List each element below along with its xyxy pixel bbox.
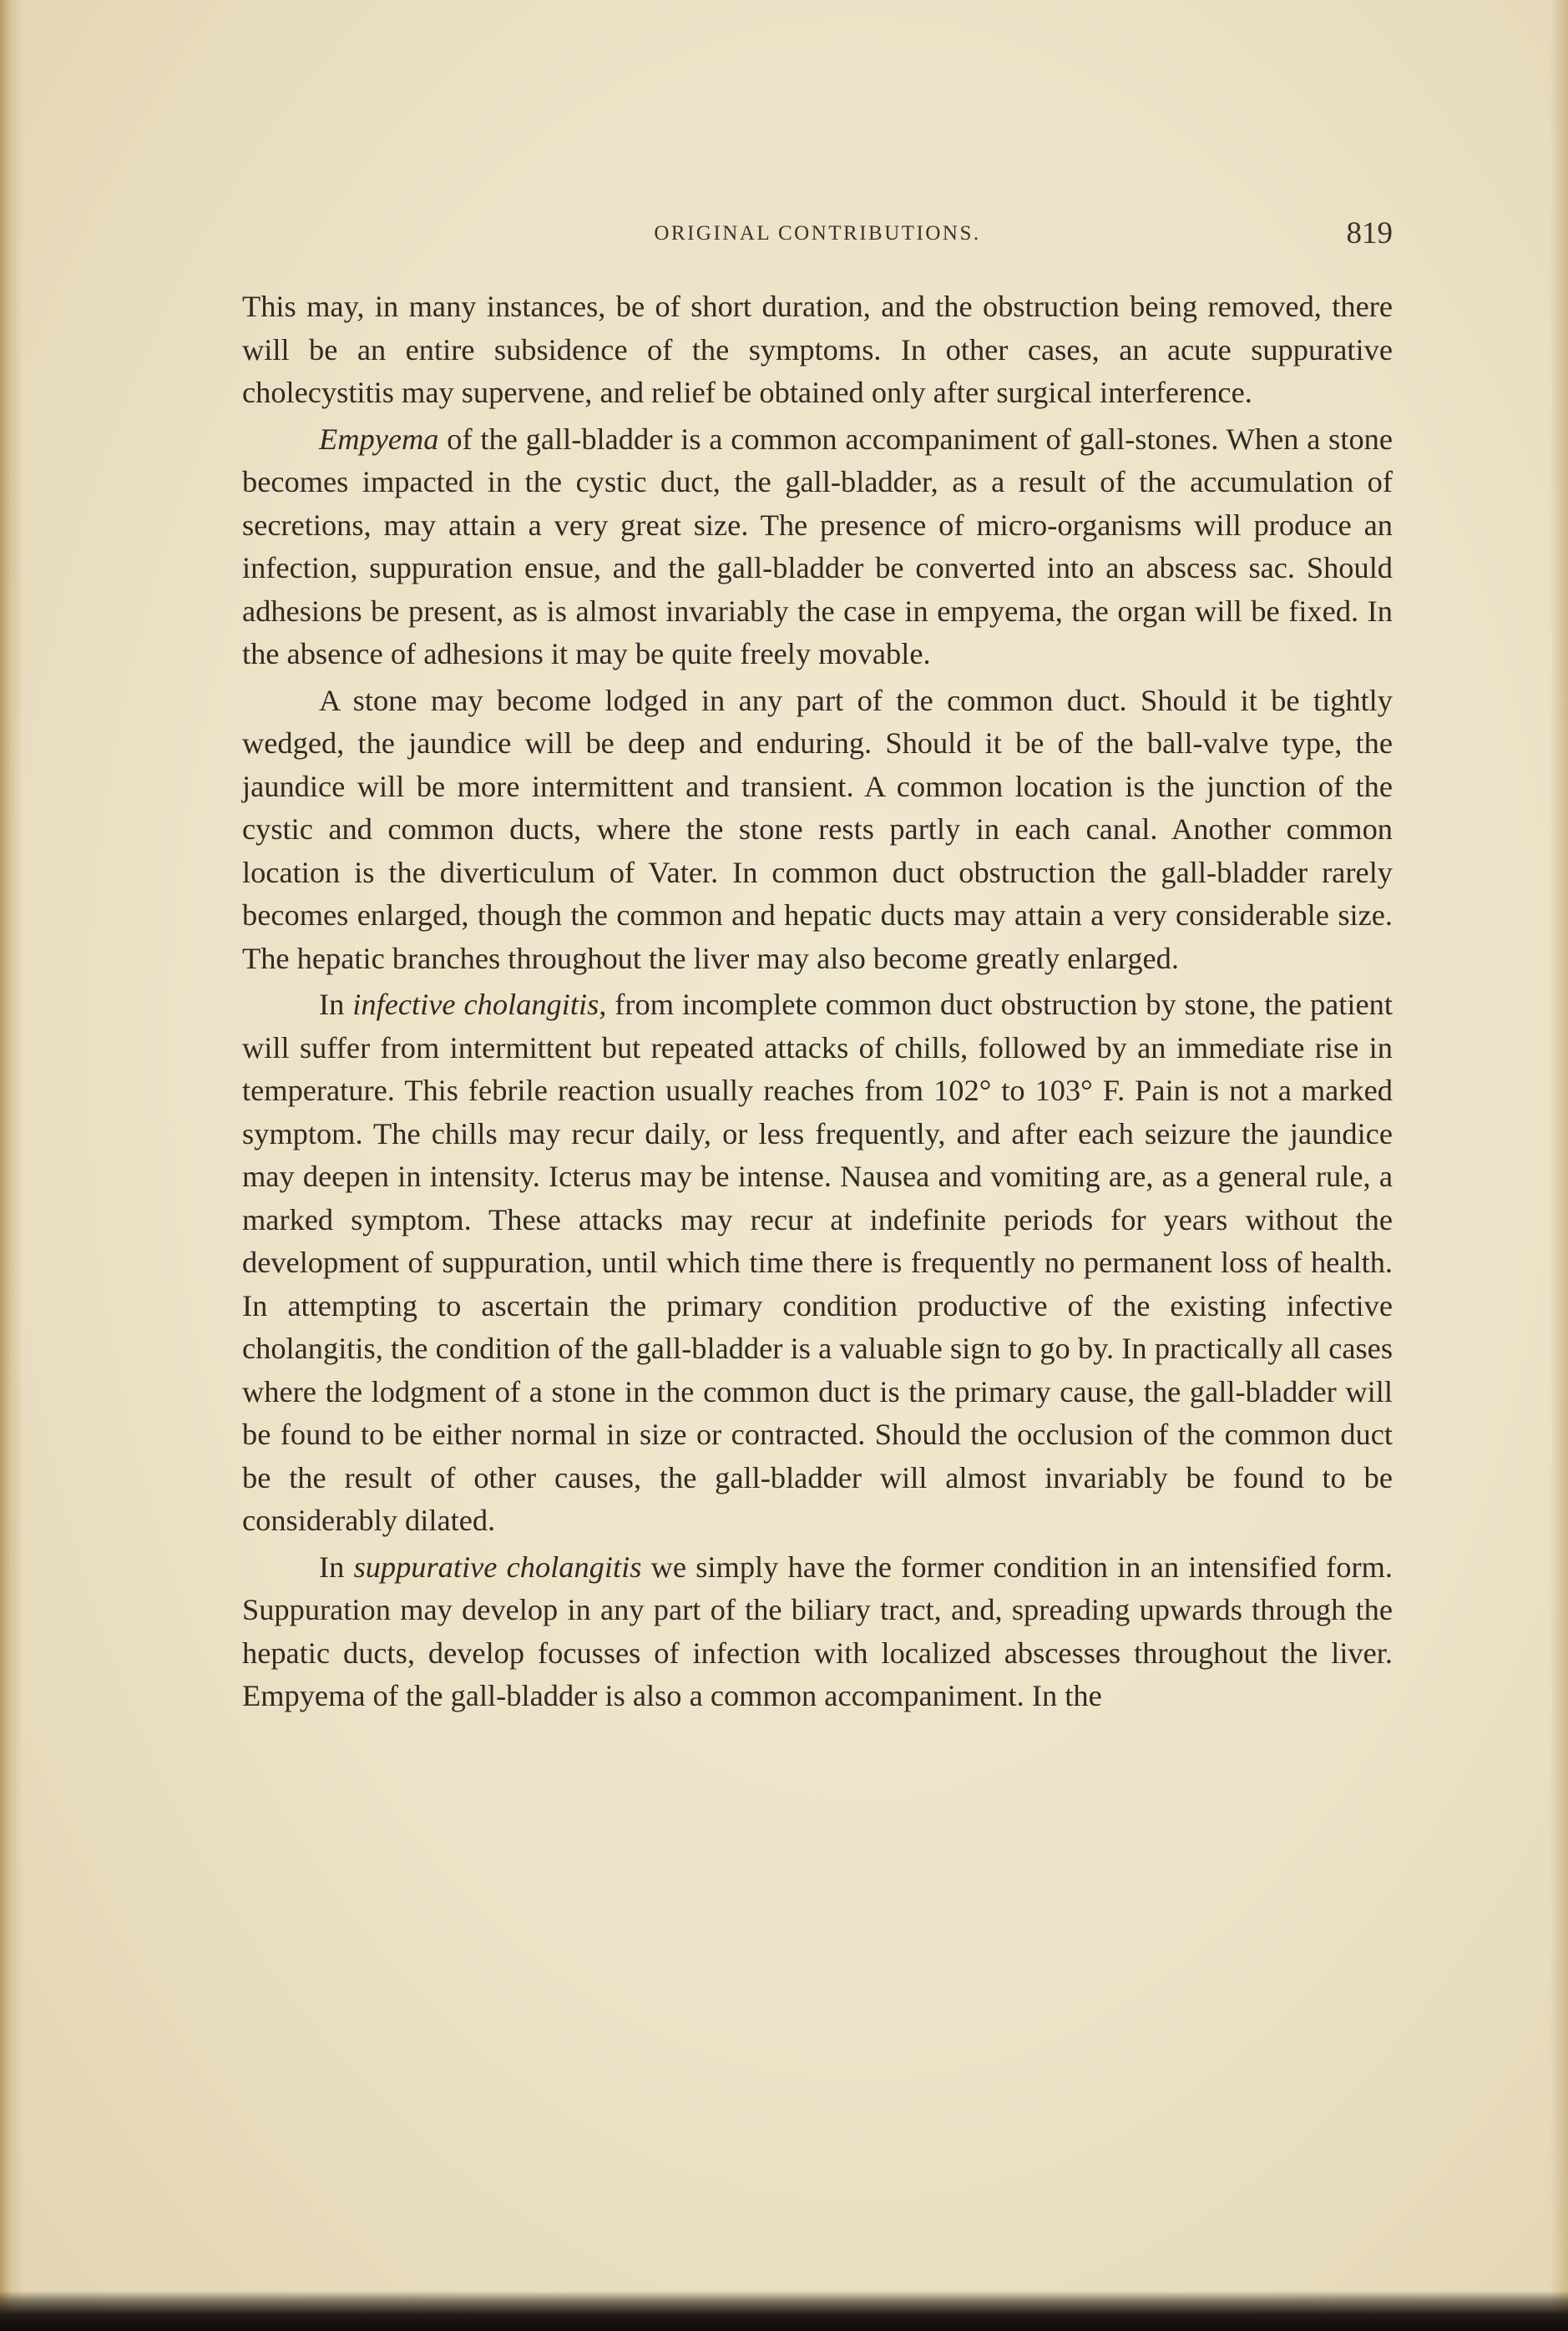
running-head	[242, 215, 1393, 255]
paragraph-4-lead: In	[319, 988, 353, 1021]
paragraph-5-lead: In	[319, 1550, 354, 1584]
page-bottom-shadow	[0, 2291, 1568, 2331]
paragraph-2-emphasis: Empyema	[319, 422, 439, 456]
page-edge-shadow	[1550, 0, 1568, 2331]
paragraph-5-emphasis: suppurative cholangitis	[353, 1550, 642, 1584]
paragraph-3-text: A stone may become lodged in any part of the common duct. Should it be tightly wedged, the jaundice will be deep and enduring. Should it be of the ball-valve type, the jaundice will be more intermittent and transient. A common location is the junction of the cystic and common ducts, where the stone rests partly in each canal. Another common location is the diverticulum of Vater. In common duct obstruction the gall-bladder rarely becomes enlarged, though the common and hepatic ducts may attain a very considerable size. The hepatic branches throughout the liver may also become greatly enlarged.	[242, 683, 1393, 975]
body-text	[242, 286, 1393, 1722]
page-gutter-shadow	[0, 0, 23, 2331]
running-title: ORIGINAL CONTRIBUTIONS.	[654, 222, 981, 245]
paragraph-3	[242, 680, 1393, 981]
paragraph-5-text: we simply have the former condition in an intensified form. Suppuration may develop in any part of the biliary tract, and, spreading upwards through the hepatic ducts, develop focusses of infection with localized abscesses throughout the liver. Empyema of the gall-bladder is also a common accompaniment. In the	[242, 1550, 1393, 1712]
paragraph-2	[242, 418, 1393, 676]
paragraph-2-text: of the gall-bladder is a common accompaniment of gall-stones. When a stone becomes impacted in the cystic duct, the gall-bladder, as a result of the accumulation of secretions, may attain a very great size. The presence of micro-organisms will produce an infection, suppuration ensue, and the gall-bladder be converted into an abscess sac. Should adhesions be present, as is almost invariably the case in empyema, the organ will be fixed. In the absence of adhesions it may be quite freely movable.	[242, 422, 1393, 670]
paragraph-1	[242, 286, 1393, 415]
paragraph-5	[242, 1546, 1393, 1718]
page-number: 819	[1346, 216, 1393, 250]
paragraph-4-emphasis: infective cholangitis,	[352, 988, 607, 1021]
paragraph-4-text: from incomplete common duct obstruction by stone, the patient will suffer from intermittent but repeated attacks of chills, followed by an immediate rise in temperature. This febrile reaction usually reaches from 102° to 103° F. Pain is not a marked symptom. The chills may recur daily, or less frequently, and after each seizure the jaundice may deepen in intensity. Icterus may be intense. Nausea and vomiting are, as a general rule, a marked symptom. These attacks may recur at indefinite periods for years without the development of suppuration, until which time there is frequently no permanent loss of health. In attempting to ascertain the primary condition productive of the existing infective cholangitis, the condition of the gall-bladder is a valuable sign to go by. In practically all cases where the lodgment of a stone in the common duct is the primary cause, the gall-bladder will be found to be either normal in size or contracted. Should the occlusion of the common duct be the result of other causes, the gall-bladder will almost invariably be found to be considerably dilated.	[242, 988, 1393, 1537]
paragraph-1-text: This may, in many instances, be of short duration, and the obstruction being removed, there will be an entire subsidence of the symptoms. In other cases, an acute suppurative cholecystitis may supervene, and relief be obtained only after surgical interference.	[242, 290, 1393, 409]
paragraph-4	[242, 983, 1393, 1543]
